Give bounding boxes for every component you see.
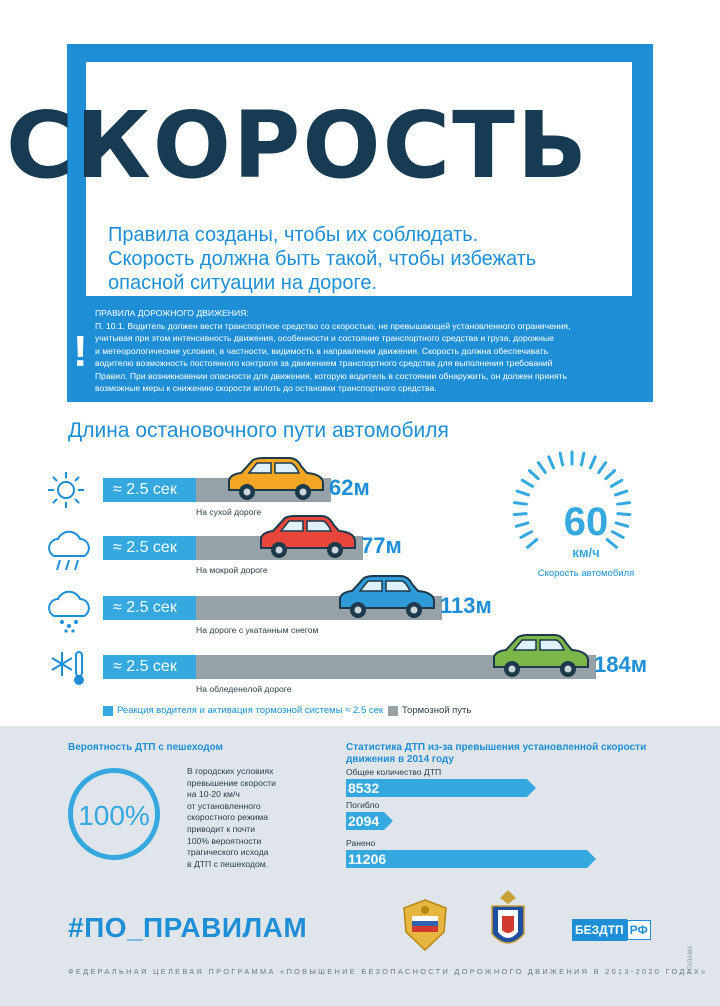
- intro-line: Правила созданы, чтобы их соблюдать.: [108, 224, 479, 246]
- pedestrian-line: превышение скорости: [187, 777, 276, 788]
- gauge-tick: [529, 471, 538, 479]
- gauge-tick: [590, 457, 595, 468]
- advertising-note: РЕКЛАМА: [688, 945, 694, 974]
- distance-value: 62м: [329, 475, 370, 500]
- snow-cloud-icon: [42, 588, 96, 634]
- statistic-label: Погибло: [346, 800, 380, 810]
- gauge-tick: [606, 471, 615, 479]
- reaction-bar: ≈ 2.5 сек: [103, 655, 196, 679]
- legend-braking-swatch: [388, 706, 398, 716]
- statistic-value: 8532: [348, 780, 380, 796]
- bezdtp-logo: [572, 919, 651, 941]
- rules-line: водителю возможность постоянного контроля за движением транспортного средства для выполнения требований: [95, 358, 553, 369]
- rules-line: П. 10.1. Водитель должен вести транспортное средство со скоростью, не превышающей установленного ограничения,: [95, 321, 571, 331]
- car-icon: [334, 574, 438, 620]
- gauge-tick: [615, 491, 626, 495]
- legend-braking: Тормозной путь: [402, 705, 472, 716]
- gauge-tick: [560, 453, 562, 465]
- intro-text: [108, 223, 608, 295]
- rules-line: возможные меры к снижению скорости вплоть до остановки транспортного средства.: [95, 383, 437, 394]
- legend-reaction: Реакция водителя и активация тормозной системы ≈ 2.5 сек: [117, 705, 384, 716]
- reaction-bar: ≈ 2.5 сек: [103, 478, 196, 502]
- gauge-tick: [549, 457, 554, 468]
- police-emblem-icon: [486, 888, 530, 954]
- gauge-tick: [514, 514, 526, 515]
- intro-line: Скорость должна быть такой, чтобы избежать: [108, 248, 537, 270]
- bezdtp-logo-left: БЕЗДТП: [572, 919, 627, 941]
- reaction-bar: ≈ 2.5 сек: [103, 536, 196, 560]
- condition-label: На обледенелой дороге: [196, 684, 292, 694]
- car-icon: [488, 633, 592, 679]
- pedestrian-text: [187, 766, 317, 870]
- pedestrian-line: трагического исхода: [187, 847, 269, 858]
- distance-value: 184м: [594, 652, 647, 677]
- gauge-tick: [516, 523, 528, 526]
- gauge-tick: [581, 453, 583, 465]
- speed-label: Скорость автомобиля: [537, 568, 635, 579]
- hashtag: #ПО_ПРАВИЛАМ: [68, 912, 308, 943]
- pedestrian-title: Вероятность ДТП с пешеходом: [68, 742, 223, 753]
- statistic-value: 2094: [348, 813, 380, 829]
- rules-text: [95, 320, 640, 394]
- gibdd-emblem-icon: [398, 898, 452, 952]
- car-icon: [223, 456, 327, 502]
- pedestrian-line: 100% вероятности: [187, 835, 262, 846]
- intro-line: опасной ситуации на дороге.: [108, 272, 378, 294]
- footer-text: ФЕДЕРАЛЬНАЯ ЦЕЛЕВАЯ ПРОГРАММА «ПОВЫШЕНИЕ БЕЗОПАСНОСТИ ДОРОЖНОГО ДВИЖЕНИЯ В 2013-2020 ГОДАХ»: [68, 967, 708, 976]
- rules-line: учитывая при этом интенсивность движения, особенности и состояние транспортного средства и груза, дорожные: [95, 333, 554, 344]
- condition-label: На сухой дороге: [196, 507, 262, 517]
- bezdtp-logo-right: РФ: [627, 920, 651, 940]
- pedestrian-line: на 10-20 км/ч: [187, 789, 240, 800]
- page-title: СКОРОСТЬ: [6, 92, 589, 199]
- statistics-title-line: движения в 2014 году: [346, 754, 454, 765]
- pedestrian-line: скоростного режима: [187, 812, 269, 823]
- pedestrian-line: от установленного: [187, 800, 261, 811]
- gauge-tick: [522, 480, 532, 486]
- pedestrian-line: В городских условиях: [187, 766, 274, 776]
- speed-unit: км/ч: [572, 545, 600, 560]
- gauge-tick: [521, 532, 532, 538]
- gauge-tick: [514, 503, 526, 505]
- condition-label: На мокрой дороге: [196, 565, 268, 575]
- gauge-tick: [517, 491, 528, 495]
- pedestrian-line: приводит к почти: [187, 823, 256, 834]
- distance-value: 113м: [440, 593, 492, 618]
- rules-line: и метеорологические условия, в частности, видимость в направлении движения. Скорость должна обеспечивать: [95, 345, 549, 356]
- legend-reaction-swatch: [103, 706, 113, 716]
- condition-label: На дороге с укатанным снегом: [196, 625, 319, 635]
- statistic-label: Общее количество ДТП: [346, 767, 442, 777]
- sun-icon: [46, 470, 86, 510]
- pedestrian-line: в ДТП с пешеходом.: [187, 858, 269, 869]
- rules-line: Правил. При возникновении опасности для движения, которую водитель в состоянии обнаружить, он должен принять: [95, 370, 568, 381]
- speed-value: 60: [563, 500, 609, 544]
- gauge-tick: [611, 480, 621, 486]
- ice-thermometer-icon: [50, 648, 86, 688]
- percent-value: 100%: [78, 800, 150, 831]
- reaction-bar: ≈ 2.5 сек: [103, 596, 196, 620]
- statistics-title: [346, 742, 646, 766]
- distance-value: 77м: [361, 533, 402, 558]
- gauge-tick: [599, 463, 606, 473]
- statistics-title-line: Статистика ДТП из-за превышения установленной скорости: [346, 742, 647, 753]
- car-icon: [255, 514, 359, 560]
- statistic-label: Ранено: [346, 838, 376, 848]
- gauge-tick: [538, 463, 545, 473]
- rain-cloud-icon: [42, 528, 96, 574]
- section-title: Длина остановочного пути автомобиля: [68, 419, 449, 442]
- rules-heading: ПРАВИЛА ДОРОЖНОГО ДВИЖЕНИЯ:: [95, 308, 249, 318]
- exclamation-icon: !: [73, 327, 88, 376]
- statistic-value: 11206: [348, 851, 387, 867]
